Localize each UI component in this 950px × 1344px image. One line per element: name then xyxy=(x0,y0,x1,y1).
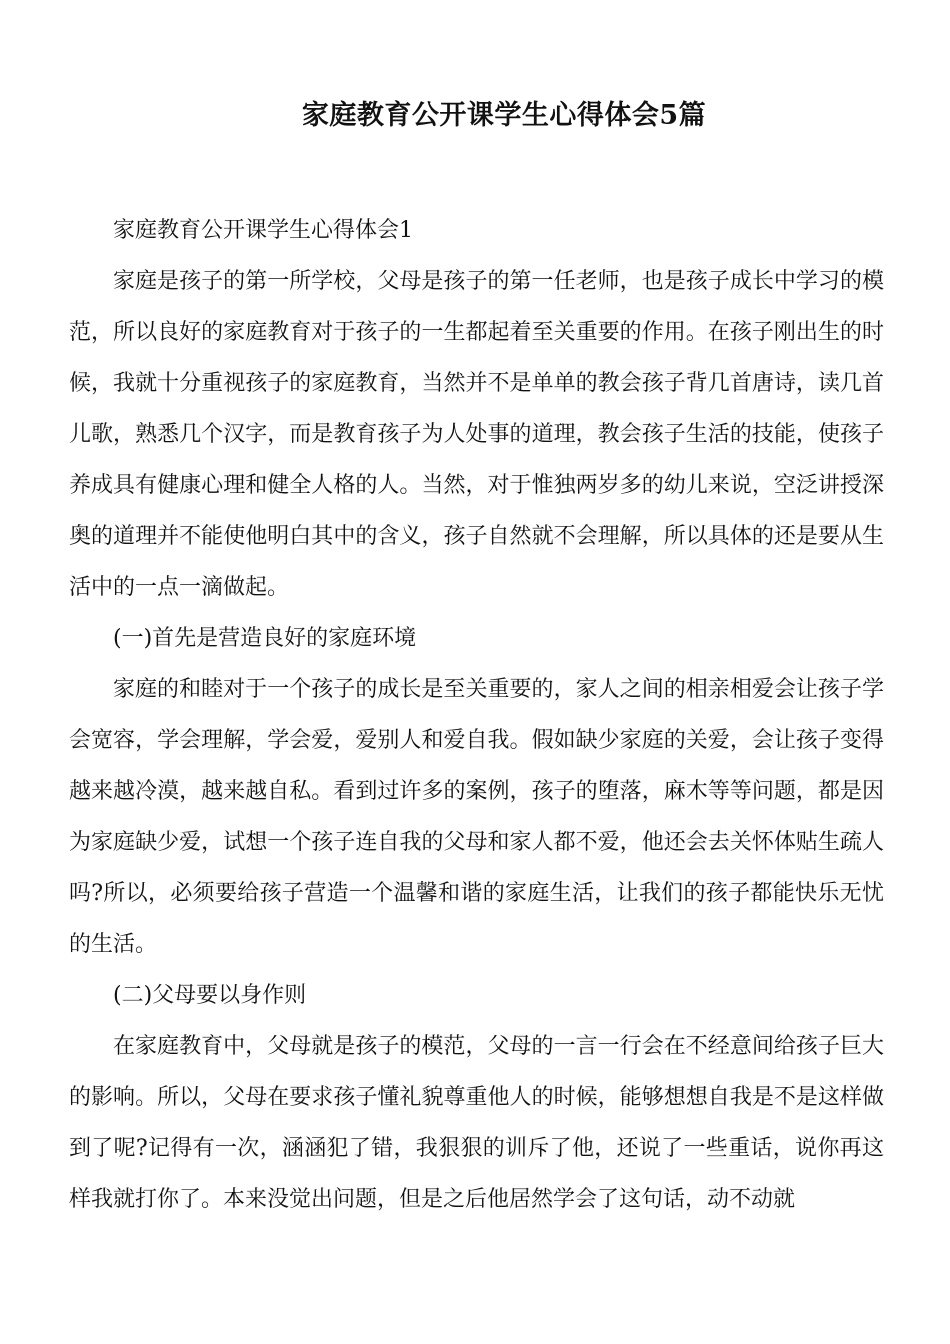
paragraph-environment: 家庭的和睦对于一个孩子的成长是至关重要的，家人之间的相亲相爱会让孩子学会宽容，学会理解，学会爱，爱别人和爱自我。假如缺少家庭的关爱，会让孩子变得越来越冷漠，越来越自私。看到过许多的案例，孩子的堕落，麻木等等问题，都是因为家庭缺少爱，试想一个孩子连自我的父母和家人都不爱，他还会去关怀体贴生疏人吗?所以，必须要给孩子营造一个温馨和谐的家庭生活，让我们的孩子都能快乐无忧的生活。 xyxy=(69,677,884,957)
paragraph-role-model: 在家庭教育中，父母就是孩子的模范，父母的一言一行会在不经意间给孩子巨大的影响。所以，父母在要求孩子懂礼貌尊重他人的时候，能够想想自我是不是这样做到了呢?记得有一次，涵涵犯了错，我狠狠的训斥了他，还说了一些重话，说你再这样我就打你了。本来没觉出问题，但是之后他居然学会了这句话，动不动就 xyxy=(69,1034,884,1212)
document-body xyxy=(69,205,884,1225)
subheading-role-model: (二)父母要以身作则 xyxy=(113,983,307,1008)
section-heading-1: 家庭教育公开课学生心得体会1 xyxy=(113,218,413,243)
paragraph-intro: 家庭是孩子的第一所学校，父母是孩子的第一任老师，也是孩子成长中学习的模范，所以良好的家庭教育对于孩子的一生都起着至关重要的作用。在孩子刚出生的时候，我就十分重视孩子的家庭教育，当然并不是单单的教会孩子背几首唐诗，读几首儿歌，熟悉几个汉字，而是教育孩子为人处事的道理，教会孩子生活的技能，使孩子养成具有健康心理和健全人格的人。当然，对于惟独两岁多的幼儿来说，空泛讲授深奥的道理并不能使他明白其中的含义，孩子自然就不会理解，所以具体的还是要从生活中的一点一滴做起。 xyxy=(69,269,884,600)
document-title: 家庭教育公开课学生心得体会5篇 xyxy=(301,100,707,131)
subheading-environment: (一)首先是营造良好的家庭环境 xyxy=(113,626,417,651)
